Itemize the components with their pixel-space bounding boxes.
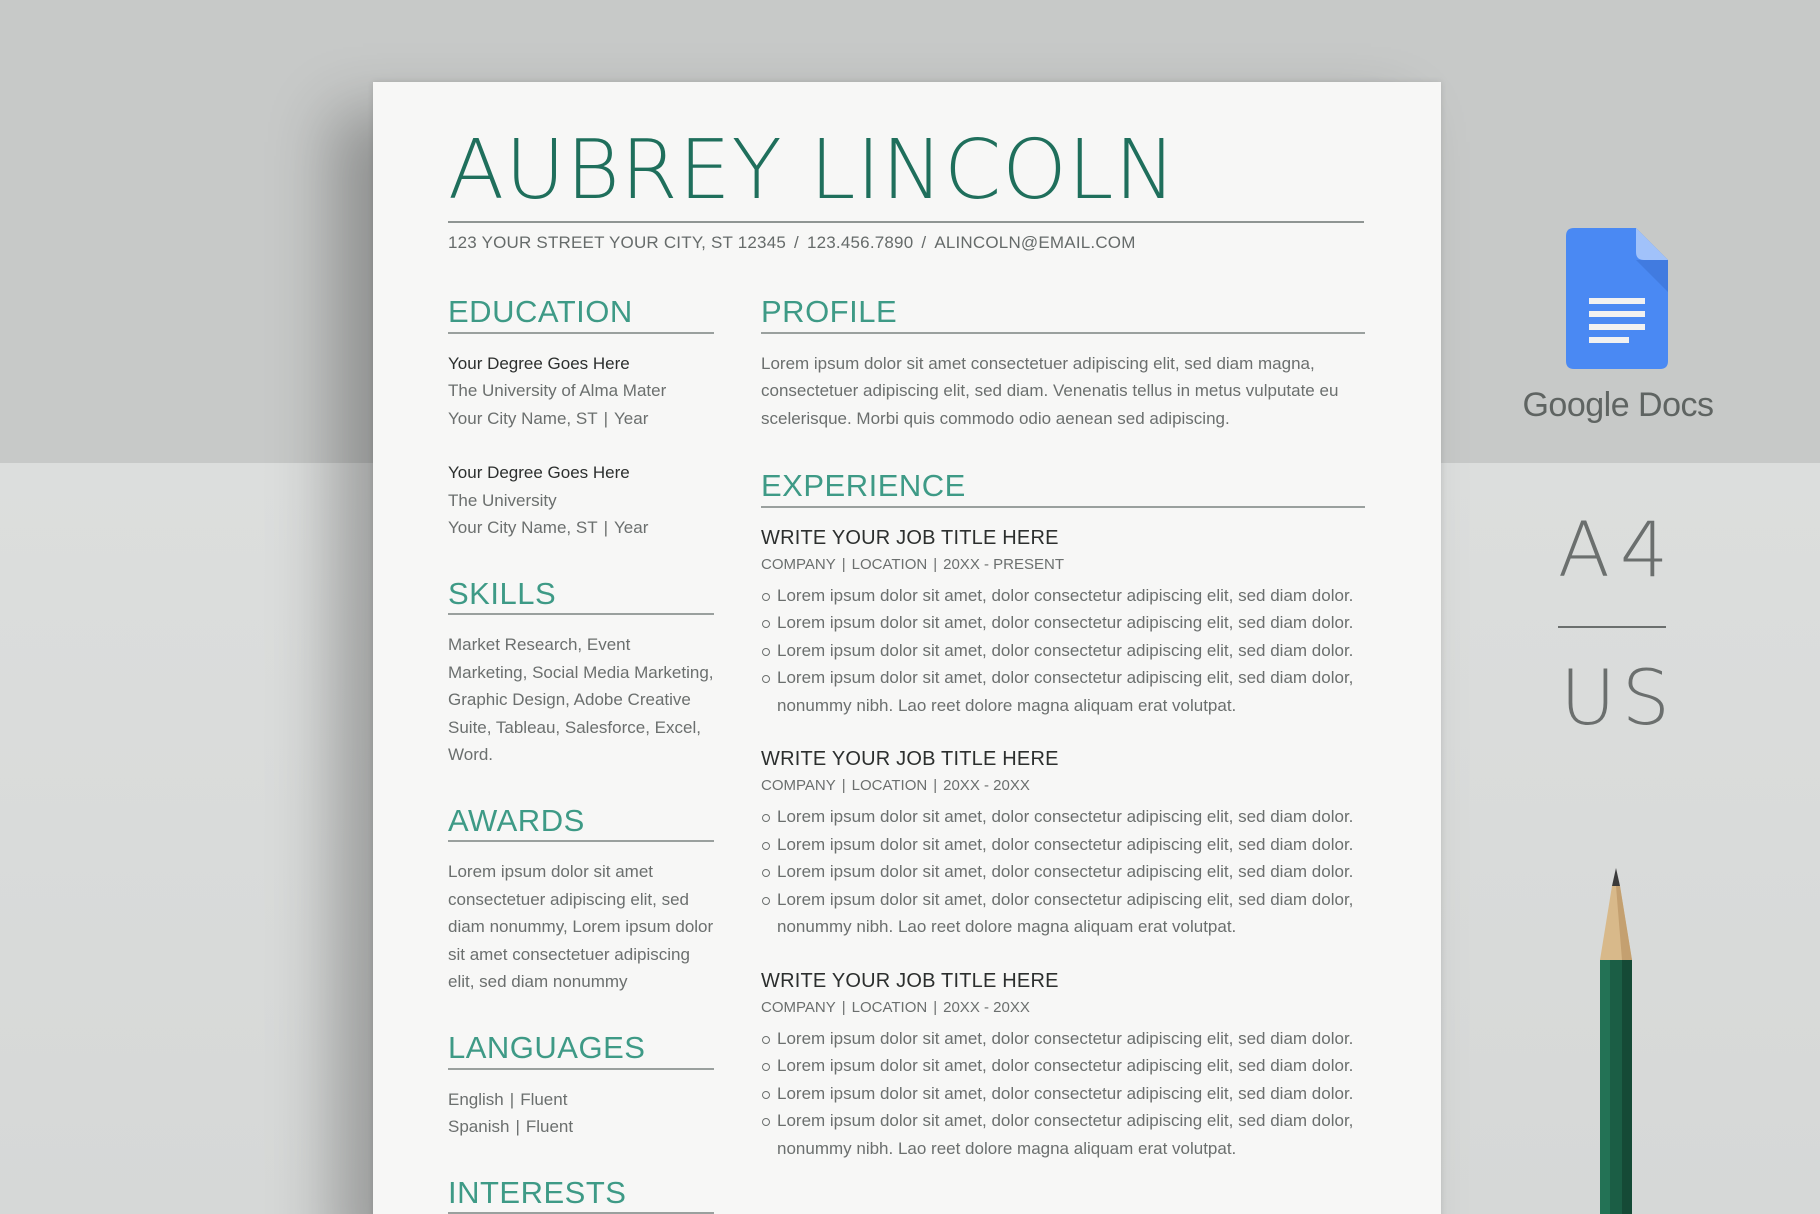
pipe-separator: |	[933, 555, 938, 573]
pipe-separator: |	[603, 518, 609, 538]
pencil-icon	[1596, 868, 1636, 1214]
awards-section	[448, 803, 714, 996]
google-docs-label: Google Docs	[1522, 386, 1714, 424]
school: The University of Alma Mater	[448, 381, 667, 401]
size-divider	[1558, 626, 1666, 628]
pipe-separator: |	[841, 998, 846, 1016]
degree: Your Degree Goes Here	[448, 463, 630, 483]
education-item	[448, 350, 714, 433]
google-docs-icon	[1566, 228, 1668, 369]
language-level: Fluent	[520, 1089, 568, 1109]
contact-email: ALINCOLN@EMAIL.COM	[934, 233, 1136, 252]
skills-heading: SKILLS	[448, 576, 714, 616]
job-entry	[761, 967, 1365, 1163]
education-item	[448, 459, 714, 542]
job-bullets	[761, 1025, 1365, 1163]
location: LOCATION	[851, 777, 928, 795]
resume-name: AUBREY LINCOLN	[448, 123, 1177, 218]
pipe-separator: |	[603, 408, 609, 428]
language: Spanish	[448, 1117, 510, 1137]
bullet-item: Lorem ipsum dolor sit amet, dolor consectetur adipiscing elit, sed diam dolor.	[761, 1025, 1365, 1053]
school-location	[448, 405, 714, 433]
languages-heading: LANGUAGES	[448, 1030, 714, 1070]
contact-address: 123 YOUR STREET YOUR CITY, ST 12345	[448, 233, 787, 252]
bullet-item: Lorem ipsum dolor sit amet, dolor consectetur adipiscing elit, sed diam dolor, nonummy nibh. Lao reet dolore magna aliquam erat volutpat.	[761, 664, 1365, 719]
bullet-item: Lorem ipsum dolor sit amet, dolor consectetur adipiscing elit, sed diam dolor.	[761, 831, 1365, 859]
language-item	[448, 1086, 714, 1114]
company: COMPANY	[761, 998, 836, 1016]
contact-line	[448, 233, 1136, 253]
size-a4-label: A4	[1557, 505, 1679, 594]
right-column	[761, 294, 1365, 1198]
size-us-label: US	[1560, 653, 1676, 742]
school-location	[448, 514, 714, 542]
languages-section	[448, 1030, 714, 1141]
dates: 20XX - 20XX	[943, 998, 1030, 1016]
year: Year	[614, 408, 649, 428]
job-meta	[761, 552, 1365, 578]
dates: 20XX - 20XX	[943, 777, 1030, 795]
pipe-separator: |	[509, 1089, 515, 1109]
left-column	[448, 294, 714, 1214]
bullet-item: Lorem ipsum dolor sit amet, dolor consectetur adipiscing elit, sed diam dolor.	[761, 637, 1365, 665]
job-meta	[761, 773, 1365, 799]
city: Your City Name, ST	[448, 518, 598, 538]
job-meta	[761, 995, 1365, 1021]
skills-text: Market Research, Event Marketing, Social Media Marketing, Graphic Design, Adobe Creative Suite, Tableau, Salesforce, Excel, Word.	[448, 635, 714, 765]
skills-section	[448, 576, 714, 769]
city: Your City Name, ST	[448, 408, 598, 428]
company: COMPANY	[761, 555, 836, 573]
language-level: Fluent	[525, 1117, 574, 1137]
languages-list	[448, 1086, 714, 1141]
job-bullets	[761, 803, 1365, 941]
resume-page	[373, 82, 1441, 1214]
pipe-separator: |	[933, 777, 938, 795]
contact-separator: /	[921, 233, 927, 252]
education-heading: EDUCATION	[448, 294, 714, 334]
profile-section	[761, 294, 1365, 432]
profile-heading: PROFILE	[761, 294, 1365, 334]
experience-section	[761, 468, 1365, 1162]
bullet-item: Lorem ipsum dolor sit amet, dolor consectetur adipiscing elit, sed diam dolor.	[761, 582, 1365, 610]
job-title: WRITE YOUR JOB TITLE HERE	[761, 526, 1059, 549]
degree: Your Degree Goes Here	[448, 353, 630, 373]
company: COMPANY	[761, 777, 836, 795]
bullet-item: Lorem ipsum dolor sit amet, dolor consectetur adipiscing elit, sed diam dolor.	[761, 1080, 1365, 1108]
location: LOCATION	[851, 998, 928, 1016]
bullet-item: Lorem ipsum dolor sit amet, dolor consectetur adipiscing elit, sed diam dolor, nonummy nibh. Lao reet dolore magna aliquam erat volutpat.	[761, 1107, 1365, 1162]
interests-section	[448, 1175, 714, 1214]
experience-heading: EXPERIENCE	[761, 468, 1365, 508]
pipe-separator: |	[841, 777, 846, 795]
name-divider	[448, 221, 1364, 223]
language: English	[448, 1089, 504, 1109]
language-item	[448, 1113, 714, 1141]
location: LOCATION	[851, 555, 928, 573]
awards-heading: AWARDS	[448, 803, 714, 843]
contact-separator: /	[794, 233, 799, 252]
bullet-item: Lorem ipsum dolor sit amet, dolor consectetur adipiscing elit, sed diam dolor, nonummy nibh. Lao reet dolore magna aliquam erat volutpat.	[761, 886, 1365, 941]
dates: 20XX - PRESENT	[943, 555, 1064, 573]
pipe-separator: |	[933, 998, 938, 1016]
job-entry	[761, 745, 1365, 941]
education-section	[448, 294, 714, 542]
job-title: WRITE YOUR JOB TITLE HERE	[761, 969, 1059, 992]
interests-heading: INTERESTS	[448, 1175, 714, 1214]
pipe-separator: |	[841, 555, 846, 573]
job-title: WRITE YOUR JOB TITLE HERE	[761, 748, 1059, 771]
job-bullets	[761, 582, 1365, 720]
profile-text: Lorem ipsum dolor sit amet consectetuer adipiscing elit, sed diam magna, consectetuer adipiscing elit, sed diam. Venenatis tellus in metus vulputate eu scelerisque. Morbi quis commodo odio aenean sed adipiscing.	[761, 353, 1339, 428]
awards-text: Lorem ipsum dolor sit amet consectetuer adipiscing elit, sed diam nonummy, Lorem ipsum dolor sit amet consectetuer adipiscing elit, sed diam nonummy	[448, 862, 714, 992]
year: Year	[614, 518, 649, 538]
bullet-item: Lorem ipsum dolor sit amet, dolor consectetur adipiscing elit, sed diam dolor.	[761, 858, 1365, 886]
bullet-item: Lorem ipsum dolor sit amet, dolor consectetur adipiscing elit, sed diam dolor.	[761, 1052, 1365, 1080]
job-entry	[761, 524, 1365, 720]
bullet-item: Lorem ipsum dolor sit amet, dolor consectetur adipiscing elit, sed diam dolor.	[761, 803, 1365, 831]
contact-phone: 123.456.7890	[806, 233, 914, 252]
pipe-separator: |	[515, 1117, 520, 1137]
bullet-item: Lorem ipsum dolor sit amet, dolor consectetur adipiscing elit, sed diam dolor.	[761, 609, 1365, 637]
school: The University	[448, 490, 557, 510]
